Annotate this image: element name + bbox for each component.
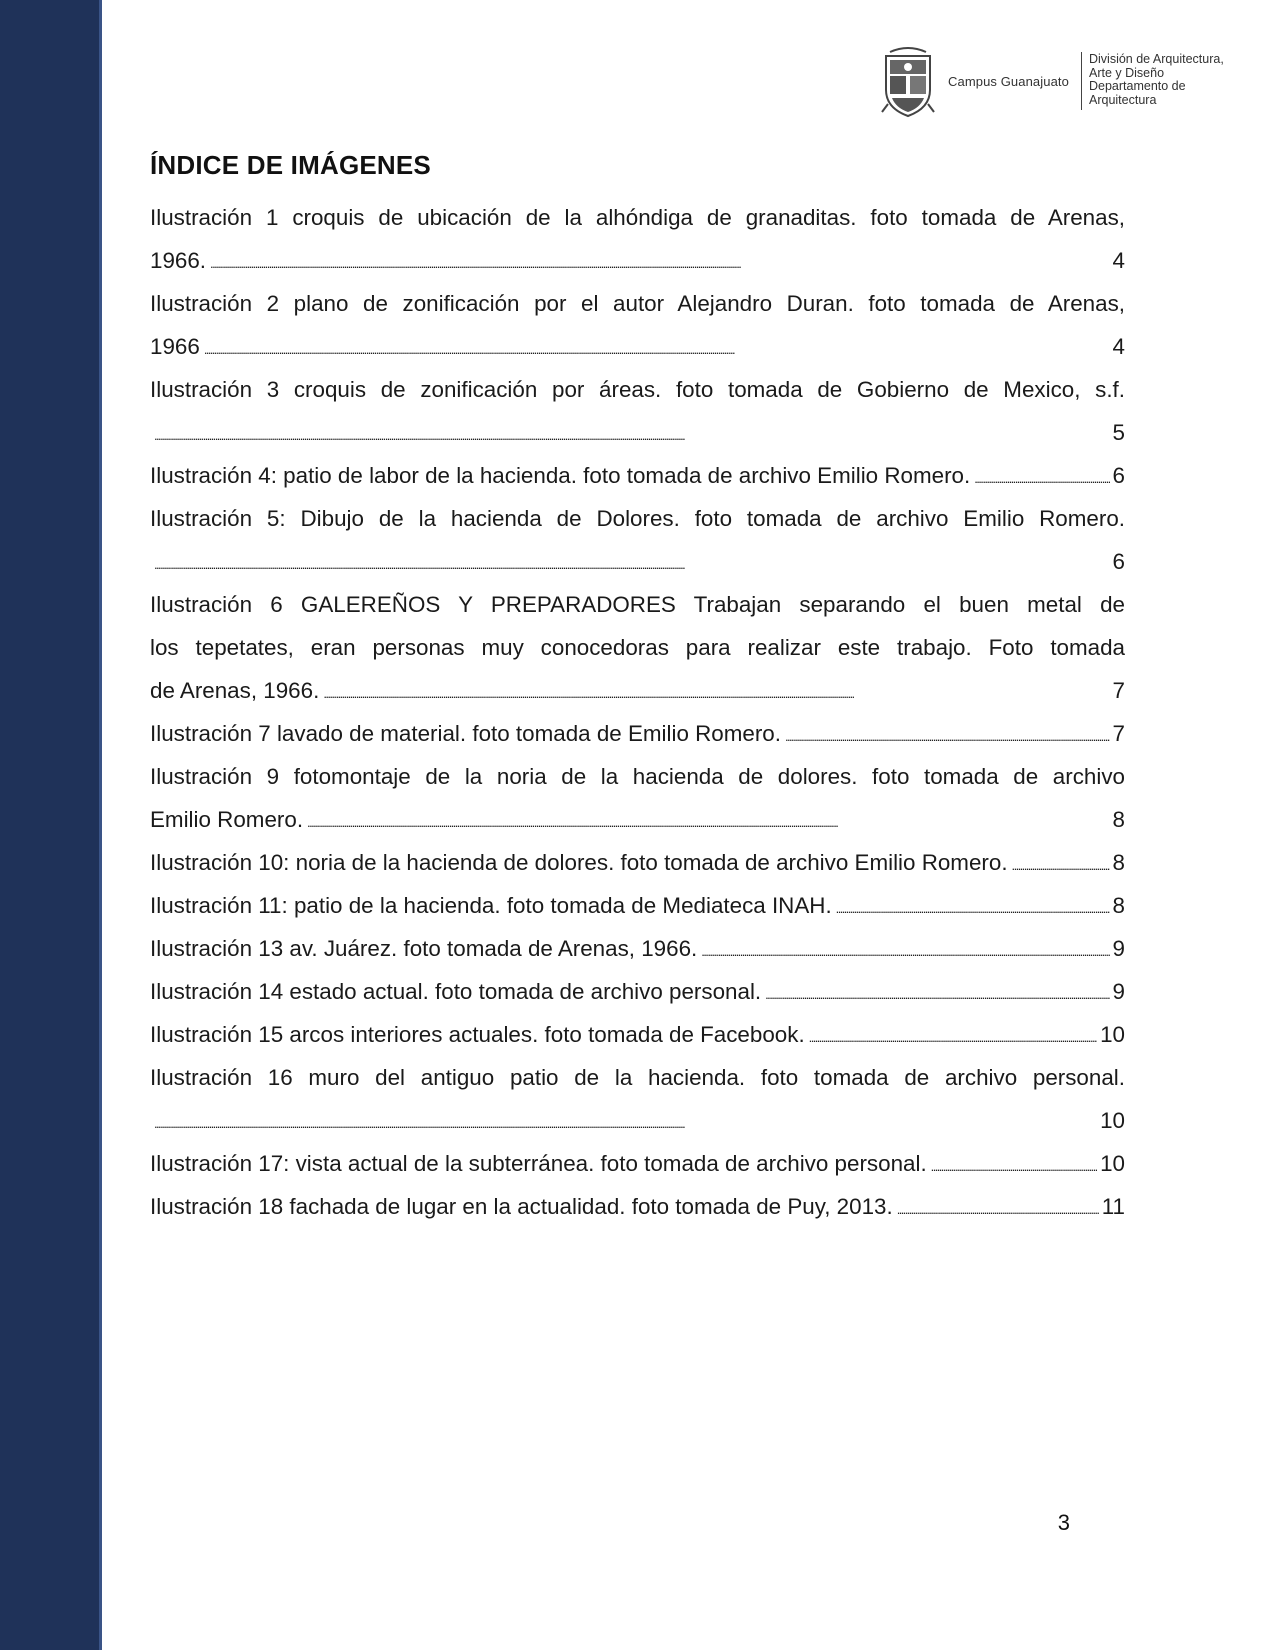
index-entry[interactable] [150, 196, 1125, 282]
index-entry[interactable] [150, 282, 1125, 368]
index-entry[interactable] [150, 884, 1125, 927]
index-entry[interactable] [150, 454, 1125, 497]
page-title: ÍNDICE DE IMÁGENES [150, 150, 431, 180]
index-entry[interactable] [150, 970, 1125, 1013]
entry-page-number: 7 [1112, 678, 1125, 703]
index-entry[interactable] [150, 841, 1125, 884]
entry-page-number: 4 [1112, 248, 1125, 273]
dot-leader [1008, 841, 1110, 887]
division-line: Departamento de [1089, 79, 1186, 93]
entry-page-number: 5 [1112, 420, 1125, 445]
entry-text: 1966. [150, 248, 207, 273]
dot-leader [150, 1099, 1097, 1145]
entry-text: Ilustración 4: patio de labor de la hacienda. foto tomada de archivo Emilio Romero. [150, 463, 971, 488]
index-list [150, 196, 1125, 1228]
dot-leader [805, 1013, 1097, 1059]
entry-text: de Arenas, 1966. [150, 678, 320, 703]
dot-leader [781, 712, 1110, 758]
division-line: Arquitectura [1089, 92, 1157, 107]
entry-text: Ilustración 13 av. Juárez. foto tomada de Arenas, 1966. [150, 936, 698, 961]
dot-leader [697, 927, 1109, 973]
side-band [0, 0, 102, 1650]
entry-page-number: 6 [1112, 549, 1125, 574]
entry-page-number: 4 [1112, 334, 1125, 359]
entry-page-number: 9 [1112, 979, 1125, 1004]
entry-text: Ilustración 18 fachada de lugar en la actualidad. foto tomada de Puy, 2013. [150, 1194, 893, 1219]
dot-leader [832, 884, 1110, 930]
index-entry[interactable] [150, 712, 1125, 755]
page-number: 3 [1057, 1510, 1070, 1535]
entry-text: los tepetates, eran personas muy conocedoras para realizar este trabajo. Foto tomada [150, 635, 1125, 660]
dot-leader [927, 1142, 1097, 1188]
entry-page-number: 10 [1100, 1151, 1125, 1176]
index-entry[interactable] [150, 1013, 1125, 1056]
entry-page-number: 6 [1112, 463, 1125, 488]
entry-text: Ilustración 11: patio de la hacienda. foto tomada de Mediateca INAH. [150, 893, 832, 918]
entry-text: Ilustración 7 lavado de material. foto tomada de Emilio Romero. [150, 721, 781, 746]
entry-page-number: 10 [1100, 1022, 1125, 1047]
dot-leader [761, 970, 1109, 1016]
dot-leader [206, 239, 1110, 285]
dot-leader [303, 798, 1110, 844]
entry-text: Ilustración 5: Dibujo de la hacienda de Dolores. foto tomada de archivo Emilio Romero. [150, 506, 1125, 531]
entry-text: Ilustración 10: noria de la hacienda de dolores. foto tomada de archivo Emilio Romero. [150, 850, 1008, 875]
dot-leader [200, 325, 1110, 371]
division-line: División de Arquitectura, [1089, 52, 1224, 66]
division-label [1089, 53, 1224, 107]
entry-text: Emilio Romero. [150, 807, 304, 832]
index-entry[interactable] [150, 583, 1125, 712]
entry-text: Ilustración 15 arcos interiores actuales. foto tomada de Facebook. [150, 1022, 805, 1047]
entry-text: Ilustración 6 GALEREÑOS Y PREPARADORES Trabajan separando el buen metal de [150, 592, 1125, 617]
entry-text: 1966 [150, 334, 200, 359]
entry-text: Ilustración 2 plano de zonificación por el autor Alejandro Duran. foto tomada de Arenas, [150, 291, 1125, 316]
dot-leader [970, 454, 1109, 500]
division-line: Arte y Diseño [1089, 65, 1165, 80]
index-entry[interactable] [150, 368, 1125, 454]
index-entry[interactable] [150, 927, 1125, 970]
dot-leader [150, 540, 1110, 586]
entry-page-number: 8 [1112, 850, 1125, 875]
entry-page-number: 8 [1112, 893, 1125, 918]
entry-text: Ilustración 3 croquis de zonificación por áreas. foto tomada de Gobierno de Mexico, s.f. [150, 377, 1125, 402]
entry-text: Ilustración 1 croquis de ubicación de la alhóndiga de granaditas. foto tomada de Arenas, [150, 205, 1125, 230]
index-entry[interactable] [150, 1142, 1125, 1185]
campus-label: Campus Guanajuato [948, 74, 1069, 89]
dot-leader [319, 669, 1109, 715]
index-entry[interactable] [150, 1185, 1125, 1228]
entry-text: Ilustración 16 muro del antiguo patio de la hacienda. foto tomada de archivo personal. [150, 1065, 1125, 1090]
entry-page-number: 9 [1112, 936, 1125, 961]
entry-page-number: 11 [1101, 1194, 1125, 1219]
university-seal-icon [880, 46, 936, 118]
entry-text: Ilustración 9 fotomontaje de la noria de la hacienda de dolores. foto tomada de archivo [150, 764, 1125, 789]
entry-page-number: 8 [1112, 807, 1125, 832]
index-entry[interactable] [150, 497, 1125, 583]
entry-text: Ilustración 14 estado actual. foto tomada de archivo personal. [150, 979, 762, 1004]
entry-page-number: 10 [1100, 1108, 1125, 1133]
dot-leader [150, 411, 1110, 457]
entry-page-number: 7 [1112, 721, 1125, 746]
page-header [880, 44, 1240, 119]
index-entry[interactable] [150, 755, 1125, 841]
index-entry[interactable] [150, 1056, 1125, 1142]
entry-text: Ilustración 17: vista actual de la subterránea. foto tomada de archivo personal. [150, 1151, 927, 1176]
dot-leader [893, 1185, 1099, 1231]
header-divider [1081, 52, 1082, 110]
